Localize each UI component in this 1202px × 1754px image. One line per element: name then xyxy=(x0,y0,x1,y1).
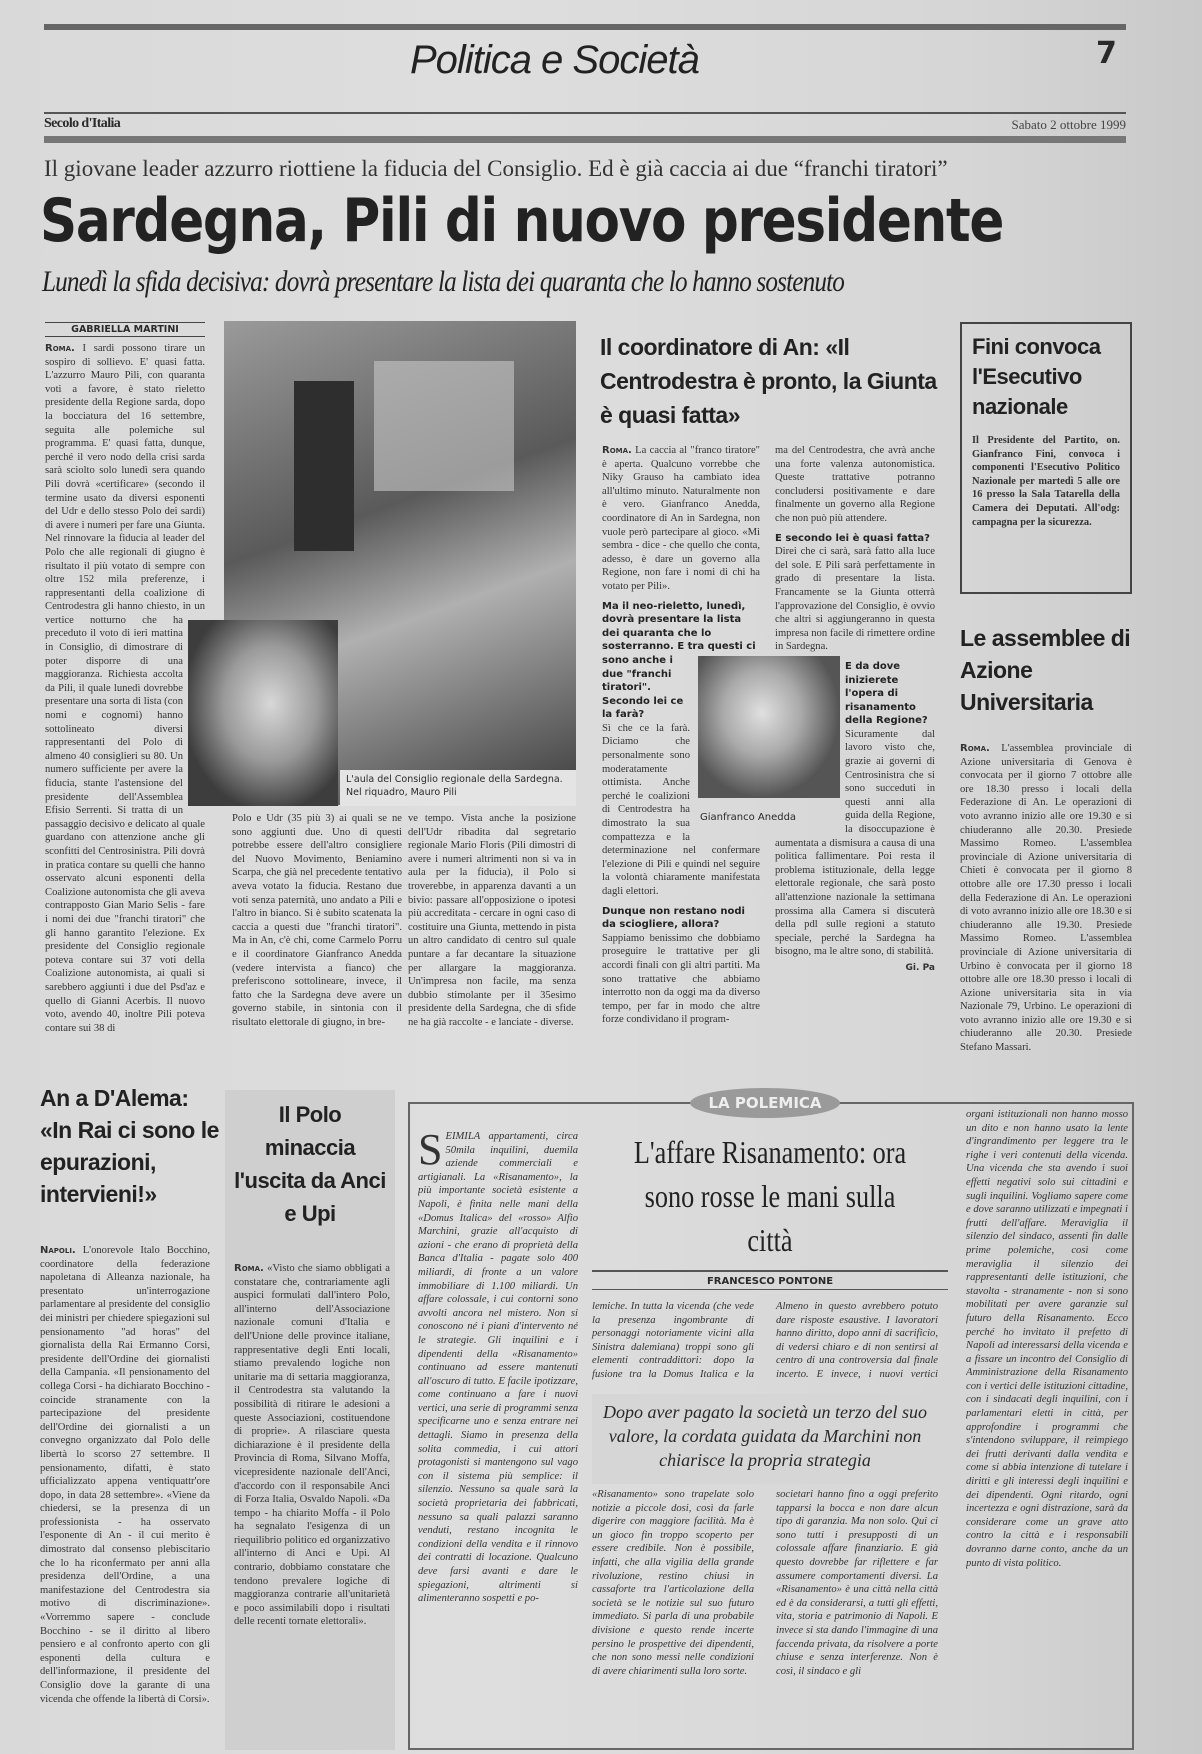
interview-question: E da dove inizierete l'opera di risanamento della Regione? xyxy=(845,660,928,727)
article-text: I sardi possono tirare un sospiro di sollievo. E' quasi fatta. L'azzurro Mauro Pili, con quaranta voti a favore, è stato rieletto presidente della Regione sarda, dopo la bocciatura del 16 settembre, seguita alle polemiche sul programma. E' quasi fatta, dunque, perché il vero nodo della crisi sarda sarà sciolto solo lunedì sera quando Pili dovrà «certificare» (secondo il termine usato da diversi esponenti del Udr e dello stesso Polo dei sardi) di avere i numeri per fare una Giunta. Nel rinnovare la fiducia al leader del Polo che alle regionali di giugno è risultato il più votato di sempre con oltre 152 mila preferenze, i rappresentanti della coalizione di Centrodestra gli hanno chiesto, in un vertice notturno che ha preceduto il voto di ieri mattina in Consiglio, di dimostrare di poter disporre di una maggioranza. Richiesta accolta da Pili, il quale lunedì dovrebbe presentare una sorta di lista (con nomi e cognomi) hanno sottolineato diversi rappresentanti del Polo di almeno 40 consiglieri su 80. Un numero sufficiente per avere la fiducia, stante l'astensione del presidente dell'Assemblea Efisio Serrenti. Si tratta di un passaggio decisivo e delicato al quale guardano con attenzione anche gli sconfitti del Centrosinistra. Pili dovrà in pratica contare su quelli che hanno osservato alcuni esponenti della Coalizione autonomista che gli aveva contrapposto Gian Mario Selis - fare i nomi dei due "franchi tiratori" che gli hanno garantito l'elezione. Ex presidente del Consiglio regionale poteva contare sui 37 voti della Coalizione autonomista, ai quali si sarebbero aggiunti i due del Psd'az e quello di Gianni Acerbis. Il nuovo voto, avendo 40, inoltre Pili poteva contare sui 38 di xyxy=(45,343,205,1034)
fini-headline: Fini convoca l'Esecutivo nazionale xyxy=(972,334,1101,419)
polemica-col-3 xyxy=(776,1300,938,1678)
rule xyxy=(592,1270,948,1272)
article-text: lemiche. In tutta la vicenda (che vede la presenza ingombrante di personaggi notoriamente vicini alla Sinistra dalemiana) troppi sono gli elementi contraddittori: dopo la fusione tra la Domus Italica e la «Risanamento» sono trapelate solo notizie a piccole dosi, così da farle digerire con maggiore facilità. Ma è un gioco fin troppo scoperto per essere credibile. Non è possibile, infatti, che alla vigilia della grande rivoluzione, restino chiusi in cassaforte tra l'articolazione della società se le notizie sul suo futuro immediato. Si parla di una probabile divisione e questo rende incerte persino le prospettive dei dipendenti, che non sono messi nelle condizioni di avere chiarimenti sulla loro sorte. xyxy=(592,1301,754,1677)
polo-headline: Il Polo minaccia l'uscita da Anci e Upi xyxy=(234,1102,386,1226)
polemica-byline: FRANCESCO PONTONE xyxy=(592,1276,948,1290)
article-text: L'onorevole Italo Bocchino, coordinatore della federazione napoletana di Alleanza nazionale, ha presentato un'interrogazione parlamentare al presidente del consiglio dei ministri per chiedere spiegazioni sul pensionamento "ad horas" del giornalista della Rai Ermanno Corsi, presidente dell'Ordine dei giornalisti della Campania. «Il pensionamento del collega Corsi - ha dichiarato Bocchino - coincide stranamente con la partecipazione del presidente dell'Ordine dei giornalisti a un convegno organizzato dal Polo delle libertà lo scorso 27 settembre. Il pensionamento, difatti, è stato ufficializzato appena ventiquattr'ore dopo, in data 28 settembre». «Viene da chiedersi, se la presenza di un professionista - ha osservato l'esponente di An - il cui merito è dimostrato dal consenso plebiscitario che lo ha riconfermato per anni alla presidenza dell'Ordine, a una manifestazione del Centrodestra sia motivo di discriminazione». «Vorremmo sapere - conclude Bocchino - se il diritto al libero pensiero e al confronto aperto con gli esponenti della cultura e dell'informazione, il presidente del Consiglio dove la garante di una vicenda che offende la libertà di Corsi». xyxy=(40,1245,210,1705)
lead-column-3: ve tempo. Vista anche la posizione dell'Udr ribadita dal segretario regionale Mario Floris (Pili dimostri di avere i numeri altrimenti non si va in aula per la fiducia), il Polo si troverebbe, in apparenza davanti a un bivio: passare all'opposizione o ipotesi più accreditata - cercare in ogni caso di costituire una Giunta, mettendo in pista un altro candidato di centro sul quale puntare a far decantare la situazione per allargare la maggioranza. Un'impresa non facile, ma senza dubbio stimolante per il 35esimo presidente della Sardegna, che di sfide ne ha già raccolte - e lanciate - diverse. xyxy=(408,813,576,1028)
interview-col-a-top xyxy=(602,444,760,594)
dalema-headline: An a D'Alema: «In Rai ci sono le epurazioni, intervieni!» xyxy=(40,1085,219,1207)
rule xyxy=(44,136,1126,143)
polemica-col-1 xyxy=(418,1130,578,1744)
article-text: EIMILA appartamenti, circa 50mila inquilini, duemila aziende commerciali e artigianali. La «Risanamento», la più importante società esistente a Napoli, è finita nelle mani della «Domus Italica» del «rosso» Alfio Marchini, grazie all'acquisto di azioni - che erano di proprietà della Banca d'Italia - pagate solo 400 miliardi, di fronte a un valore immobiliare di 1.100 miliardi. Un affare colossale, i cui contorni sono avvolti ancora nel mistero. Non si conoscono né i piani d'intervento né le strategie. Gli inquilini e i dipendenti della «Risanamento» continuano ad essere mantenuti all'oscuro di tutto. E facile ipotizzare, come continuano a fare i nuovi vertici, una serie di programmi senza specificarne uno e senza entrare nei dettagli. Siamo in presenza della solita commedia, i cui attori protagonisti si mantengono sul vago con il sistema più semplice: il silenzio. Nessuno sa quale sarà la società proprietaria dei fabbricati, nessuno sa quali palazzi saranno venduti, restano incognita le condizioni della vendita e il rinnovo dei contratti di locazione. Qualcuno deve farsi avanti e dare le spiegazioni, altrimenti si alimenteranno sospetti e po- xyxy=(418,1131,578,1605)
interview-answer: Sì che ce la farà. Diciamo che personalmente sono moderatamente ottimista. Anche perché le coalizioni di Centrodestra ha dimostrato la sua compattezza e la determinazione nel confermare l'elezione di Pili e quindi nel seguire la volontà chiaramente manifestata dagli elettori. xyxy=(602,722,760,897)
gianfranco-anedda-photo xyxy=(698,656,840,798)
dateline: Roma. xyxy=(234,1263,264,1274)
interview-question: E secondo lei è quasi fatta? xyxy=(775,532,930,544)
polemica-col-2 xyxy=(592,1300,754,1678)
polemica-headline: L'affare Risanamento: ora sono rosse le mani sulla città xyxy=(633,1134,907,1258)
doorway xyxy=(294,381,354,551)
polemica-label: LA POLEMICA xyxy=(690,1088,840,1118)
interview-question: Dunque non restano nodi da sciogliere, allora? xyxy=(602,905,745,931)
interview-answer: Direi che ci sarà, sarà fatto alla luce del sole. E Pili sarà perfettamente in grado di presentare la lista. Francamente se la Giunta otterrà l'approvazione del Consiglio, è ovvio che altri si aggiungeranno in questa impresa non facile di rimettere ordine in Sardegna. xyxy=(775,546,935,653)
interview-answer: Sappiamo benissimo che dobbiamo proseguire le trattative per gli accordi finali con gli altri partiti. Ma sono trattative che abbiamo interrotto non da oggi ma da diverso tempo, per far in modo che altre forze condividano il program- xyxy=(602,932,760,1026)
lead-byline: GABRIELLA MARTINI xyxy=(45,322,205,337)
article-text: «Visto che siamo obbligati a constatare che, contrariamente agli auspici formulati dall'intero Polo, all'interno dell'Associazione nazionale comuni d'Italia e dell'Unione delle province italiane, rappresentative degli Enti locali, stiamo prevalendo logiche non unitarie ma di settaria maggioranza, il Centrodestra sta valutando la possibilità di ritirare le adesioni a queste Associazioni, costituendone di proprie». A rilasciare questa dichiarazione è il presidente della Provincia di Roma, Silvano Moffa, vicepresidente nazionale dell'Anci, d'accordo con il responsabile Anci di Forza Italia, Osvaldo Napoli. «Da tempo - ha chiarito Moffa - il Polo ha segnalato l'esigenza di un riequilibrio politico ed organizzativo all'interno di Anci e Upi. Al contrario, dobbiamo constatare che tendono prevalere logiche di maggioranza contrarie all'unitarietà e poco assimilabili dopo i risultati delle recenti tornate elettorali». xyxy=(234,1263,390,1628)
dateline: Roma. xyxy=(960,743,990,754)
interview-question: Ma il neo-rieletto, lunedì, dovrà presentare la lista dei quaranta che lo sosterranno. E tra questi ci sono anche i due "franchi tiratori". Secondo lei ce la farà? xyxy=(602,600,756,721)
signature: Gi. Pa xyxy=(905,962,935,973)
fini-text: Il Presidente del Partito, on. Gianfranco Fini, convoca i componenti l'Esecutivo Politico Nazionale per martedì 5 alle ore 16 presso la Sala Tatarella della Camera dei Deputati. All'odg: campagna per la sicurezza. xyxy=(972,435,1120,528)
interview-headline: Il coordinatore di An: «Il Centrodestra è pronto, la Giunta è quasi fatta» xyxy=(600,334,937,428)
page-number: 7 xyxy=(1096,36,1117,71)
pull-quote: Dopo aver pagato la società un terzo del suo valore, la cordata guidata da Marchini non chiarisce la propria strategia xyxy=(592,1394,938,1484)
article-text: L'assemblea provinciale di Azione universitaria di Genova è convocata per il giorno 7 ottobre alle ore 18.30 presso i locali della Federazione di An. Le operazioni di voto avranno inizio alle ore 19.30 e si chiuderanno alle 20.30. Presiede Massimo Romeo. L'assemblea provinciale di Azione universitaria di Chieti è convocata per il giorno 8 ottobre alle ore 17.30 presso i locali della Federazione di An. Le operazioni di voto avranno inizio alle ore 18.30 e si chiuderanno alle 19.30. Presiede Massimo Romeo. L'assemblea provinciale di Azione universitaria di Urbino è convocata per il giorno 18 ottobre alle ore 18.30 presso i locali di Azione universitaria sita in via Nazionale 79, Urbino. Le operazioni di voto avranno inizio alle ore 19.30 e si chiuderanno alle 20.30. Presiede Stefano Massari. xyxy=(960,743,1132,1054)
assemblee-headline: Le assemblee di Azione Universitaria xyxy=(960,625,1131,715)
interview-answer: Sicuramente dal lavoro visto che, grazie ai governi di Centrosinistra che si sono succeduti in questi anni alla guida della Regione, la disoccupazione è aumentata a dismisura a causa di una politica fallimentare. Poi resta il problema istituzionale, della legge elettorale regionale, che sarà posto all'attenzione nazionale la settimana prossima alla Camera si discuterà della pdl sulle regioni a statuto speciale, perché la Sardegna ha bisogno, ma le altre sono, di stabilità. xyxy=(775,728,935,958)
assemblee-text xyxy=(960,742,1132,1122)
top-rule xyxy=(44,24,1126,30)
interview-photo-caption: Gianfranco Anedda xyxy=(700,812,797,823)
paper-name: Secolo d'Italia xyxy=(44,116,121,131)
article-text: Almeno in questo avrebbero potuto dare risposte esaustive. I lavoratori hanno diritto, dopo anni di sacrificio, di vedersi chiaro e di non sentirsi al centro di una controversia dal finale incerto. E invece, i nuovi vertici societari hanno fino a oggi preferito tapparsi la bocca e non dare alcun tipo di garanzia. Ma non solo. Qui ci sono tutti i presupposti di un colossale affare finanziario. E già questo dovrebbe far riflettere e far assumere comportamenti diversi. La «Risanamento» è una città nella città ed è da considerarsi, a tutti gli effetti, vita, storia e patrimonio di Napoli. E invece si sta dando l'immagine di una faccenda privata, da risolvere a porte chiuse e senza interferenze. Non è così, il sindaco e gli xyxy=(776,1301,938,1677)
fini-box xyxy=(960,322,1132,594)
lead-kicker: Il giovane leader azzurro riottiene la fiducia del Consiglio. Ed è già caccia ai due “franchi tiratori” xyxy=(44,156,948,181)
interview-col-b-top: ma del Centrodestra, che avrà anche una forte valenza autonomistica. Queste trattative potranno concludersi positivamente e dare finalmente un governo alla Regione che non può più attendere. xyxy=(775,445,935,524)
dateline: Napoli. xyxy=(40,1245,76,1256)
lead-headline: Sardegna, Pili di nuovo presidente xyxy=(40,186,1004,256)
lead-column-2: Polo e Udr (35 più 3) ai quali se ne sono aggiunti due. Uno di questi potrebbe essere dell'altro consigliere del Nuovo Movimento, Beniamino Scarpa, che già nel precedente tentativo aveva votato la fiducia. Restano due voti senza paternità, uno andato a Pili e l'altro in bianco. Si è subito scatenata la caccia a questi due "franchi tiratori". Ma in An, c'è chi, come Carmelo Porru e il coordinatore Gianfranco Anedda (vedere intervista a fianco) che preferiscono sottolineare, invece, il fatto che la Sardegna deve avere un governo stabile, in sintonia con il risultato elettorale di giugno, in bre- xyxy=(232,813,402,1028)
mauro-pili-portrait xyxy=(188,620,338,806)
section-title: Politica e Società xyxy=(410,38,699,82)
polemica-col-4: organi istituzionali non hanno mosso un dito e non hanno usato la lente d'ingrandimento per leggere tra le righe i veri contenuti della vicenda. Una vicenda che sta avendo i suoi effetti negativi solo sui cittadini e sugli inquilini. Vogliamo sapere come e dove saranno utilizzati e impegnati i frutti dell'affare. Meraviglia il silenzio del sindaco, assenti fin dalle prime polemiche, così come meraviglia il silenzio dei rappresentanti delle istituzioni, che stavolta - stranamente - non si sono mobilitati per avere garanzie sul futuro della Risanamento. Ecco perché ho invitato il prefetto di Napoli ad interessarsi della vicenda e a fissare un incontro del Consiglio di Amministrazione della Risanamento con i vertici delle istituzioni cittadine, con i sindacati degli inquilini, con i parlamentari eletti in città, per approfondire i programmi che s'intendono sviluppare, il reimpiego dei frutti derivanti dalla vendita e come si abbia intenzione di tutelare i diritti e gli interessi degli inquilini e dei dipendenti. Ogni ritardo, ogni incertezza e ogni distrazione, sarà da considerare come un grave atto contro la città e i responsabili dovranno darne conto, anche da un punto di vista politico. xyxy=(966,1109,1128,1569)
drop-cap: S xyxy=(418,1130,443,1174)
issue-date: Sabato 2 ottobre 1999 xyxy=(1011,117,1126,132)
lead-photo-caption: L'aula del Consiglio regionale della Sardegna. Nel riquadro, Mauro Pili xyxy=(340,770,576,806)
rule xyxy=(44,112,1126,114)
dalema-text xyxy=(40,1244,210,1744)
lead-column-1 xyxy=(45,342,205,1062)
window xyxy=(374,361,514,491)
lead-subhead: Lunedì la sfida decisiva: dovrà presentare la lista dei quaranta che lo hanno sostenuto xyxy=(42,265,845,298)
article-text: La caccia al "franco tiratore" è aperta. Qualcuno vorrebbe che Niky Grauso ha cambiato idea all'ultimo minuto. Naturalmente non è vero. Gianfranco Anedda, coordinatore di An in Sardegna, non vuole però partecipare al gioco. «Mi sembra - dice - che quello che conta, adesso, è dare un governo alla Regione, non fare i nomi di chi ha votato per Pili». xyxy=(602,445,761,592)
polo-text xyxy=(234,1262,390,1744)
dateline: Roma. xyxy=(602,445,632,456)
dateline: Roma. xyxy=(45,343,75,354)
